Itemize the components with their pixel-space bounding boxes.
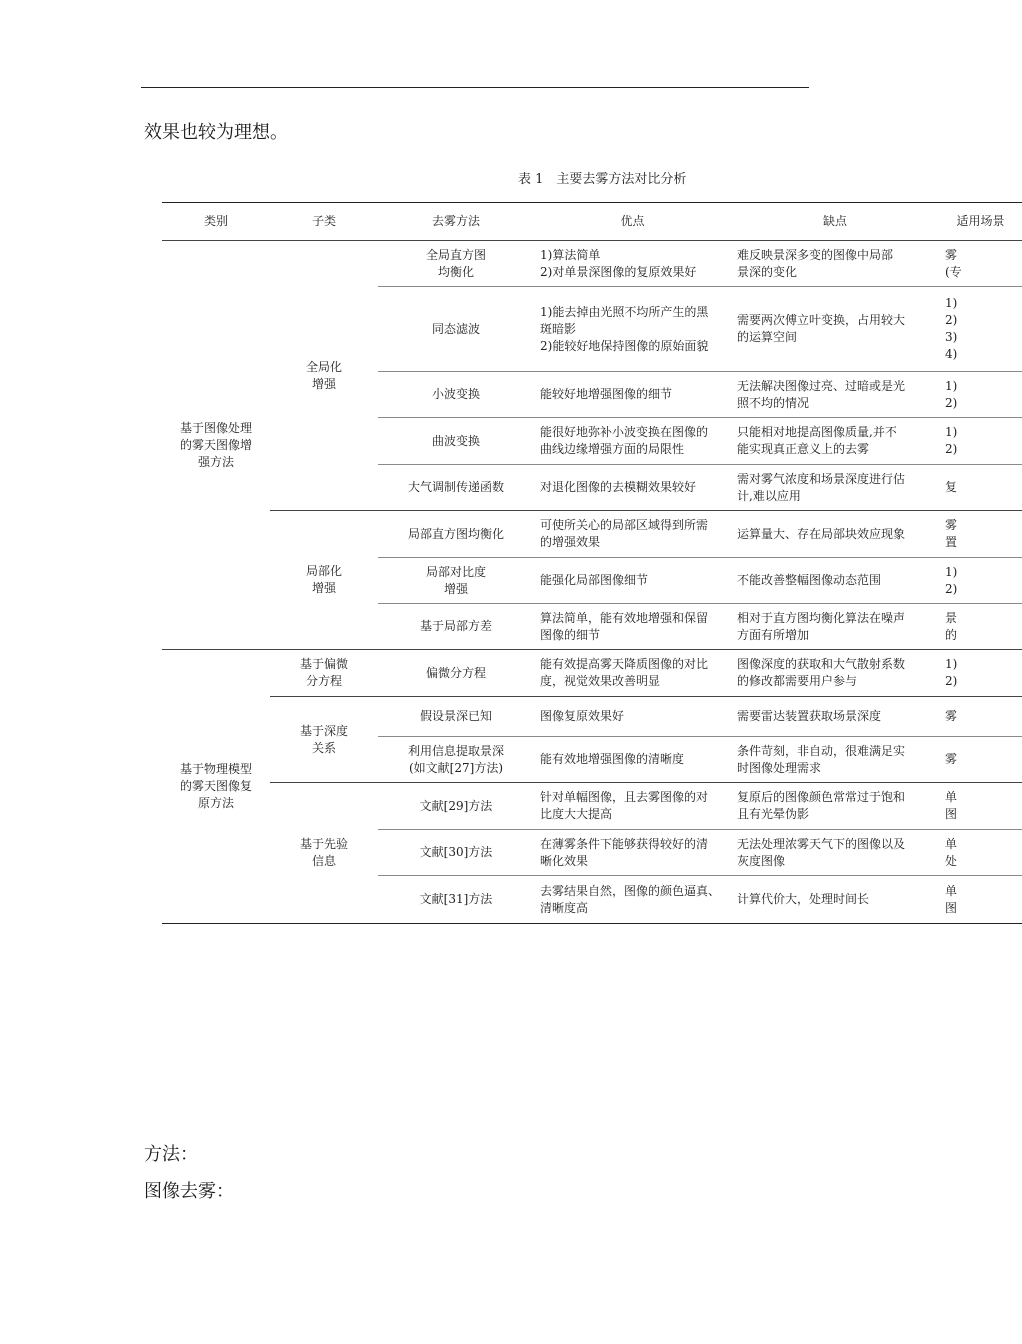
header-scene: 适用场景 bbox=[939, 203, 1022, 241]
comparison-table-wrapper bbox=[162, 202, 1005, 923]
disadvantage-cell: 计算代价大，处理时间长 bbox=[731, 876, 939, 924]
advantage-cell: 可使所关心的局部区域得到所需 的增强效果 bbox=[534, 511, 731, 558]
method-cell: 偏微分方程 bbox=[378, 650, 534, 697]
scene-cell: 单 处 bbox=[939, 830, 1022, 876]
subcategory-cell: 全局化 增强 bbox=[270, 241, 378, 511]
scene-cell: 1) 2) bbox=[939, 650, 1022, 697]
header-rule bbox=[141, 87, 809, 88]
scene-cell: 雾 (专 bbox=[939, 241, 1022, 287]
subcategory-cell: 局部化 增强 bbox=[270, 511, 378, 650]
scene-cell: 雾 bbox=[939, 697, 1022, 737]
scene-cell: 1) 2) bbox=[939, 558, 1022, 604]
method-cell: 局部对比度 增强 bbox=[378, 558, 534, 604]
method-cell: 文献[31]方法 bbox=[378, 876, 534, 924]
disadvantage-cell: 无法解决图像过亮、过暗或是光 照不均的情况 bbox=[731, 372, 939, 418]
method-cell: 小波变换 bbox=[378, 372, 534, 418]
subcategory-cell: 基于深度 关系 bbox=[270, 697, 378, 783]
header-disadvantages: 缺点 bbox=[731, 203, 939, 241]
disadvantage-cell: 只能相对地提高图像质量,并不 能实现真正意义上的去雾 bbox=[731, 418, 939, 465]
disadvantage-cell: 图像深度的获取和大气散射系数 的修改都需要用户参与 bbox=[731, 650, 939, 697]
scene-cell: 1) 2) 3) 4) bbox=[939, 287, 1022, 372]
method-cell: 文献[30]方法 bbox=[378, 830, 534, 876]
disadvantage-cell: 需要雷达装置获取场景深度 bbox=[731, 697, 939, 737]
disadvantage-cell: 需要两次傅立叶变换，占用较大 的运算空间 bbox=[731, 287, 939, 372]
scene-cell: 单 图 bbox=[939, 876, 1022, 924]
advantage-cell: 能较好地增强图像的细节 bbox=[534, 372, 731, 418]
method-cell: 局部直方图均衡化 bbox=[378, 511, 534, 558]
scene-cell: 景 的 bbox=[939, 604, 1022, 650]
advantage-cell: 能有效地增强图像的清晰度 bbox=[534, 737, 731, 783]
method-cell: 利用信息提取景深 (如文献[27]方法) bbox=[378, 737, 534, 783]
subcategory-cell: 基于先验 信息 bbox=[270, 783, 378, 924]
scene-cell: 雾 bbox=[939, 737, 1022, 783]
scene-cell: 1) 2) bbox=[939, 372, 1022, 418]
method-cell: 基于局部方差 bbox=[378, 604, 534, 650]
method-cell: 假设景深已知 bbox=[378, 697, 534, 737]
table-row bbox=[162, 650, 1022, 697]
method-cell: 曲波变换 bbox=[378, 418, 534, 465]
header-category: 类别 bbox=[162, 203, 270, 241]
table-row bbox=[162, 511, 1022, 558]
advantage-cell: 去雾结果自然，图像的颜色逼真、 清晰度高 bbox=[534, 876, 731, 924]
method-cell: 全局直方图 均衡化 bbox=[378, 241, 534, 287]
disadvantage-cell: 条件苛刻，非自动，很难满足实 时图像处理需求 bbox=[731, 737, 939, 783]
dehaze-heading-line: 图像去雾： bbox=[144, 1181, 234, 1202]
method-cell: 文献[29]方法 bbox=[378, 783, 534, 830]
advantage-cell: 算法简单，能有效地增强和保留 图像的细节 bbox=[534, 604, 731, 650]
scene-cell: 雾 置 bbox=[939, 511, 1022, 558]
advantage-cell: 图像复原效果好 bbox=[534, 697, 731, 737]
disadvantage-cell: 难反映景深多变的图像中局部 景深的变化 bbox=[731, 241, 939, 287]
disadvantage-cell: 复原后的图像颜色常常过于饱和 且有光晕伪影 bbox=[731, 783, 939, 830]
comparison-table bbox=[162, 202, 1022, 924]
advantage-cell: 1)能去掉由光照不均所产生的黑 斑暗影 2)能较好地保持图像的原始面貌 bbox=[534, 287, 731, 372]
scene-cell: 复 bbox=[939, 465, 1022, 511]
method-cell: 大气调制传递函数 bbox=[378, 465, 534, 511]
scene-cell: 单 图 bbox=[939, 783, 1022, 830]
category-cell: 基于物理模型 的雾天图像复 原方法 bbox=[162, 650, 270, 924]
advantage-cell: 能很好地弥补小波变换在图像的 曲线边缘增强方面的局限性 bbox=[534, 418, 731, 465]
advantage-cell: 1)算法简单 2)对单景深图像的复原效果好 bbox=[534, 241, 731, 287]
advantage-cell: 能有效提高雾天降质图像的对比 度，视觉效果改善明显 bbox=[534, 650, 731, 697]
header-subcategory: 子类 bbox=[270, 203, 378, 241]
disadvantage-cell: 运算量大、存在局部块效应现象 bbox=[731, 511, 939, 558]
header-method: 去雾方法 bbox=[378, 203, 534, 241]
disadvantage-cell: 需对雾气浓度和场景深度进行估 计,难以应用 bbox=[731, 465, 939, 511]
advantage-cell: 在薄雾条件下能够获得较好的清 晰化效果 bbox=[534, 830, 731, 876]
table-caption: 表 1 主要去雾方法对比分析 bbox=[518, 172, 687, 187]
table-row bbox=[162, 241, 1022, 287]
table-row bbox=[162, 783, 1022, 830]
top-paragraph: 效果也较为理想。 bbox=[144, 122, 288, 143]
advantage-cell: 针对单幅图像，且去雾图像的对 比度大大提高 bbox=[534, 783, 731, 830]
category-cell: 基于图像处理 的雾天图像增 强方法 bbox=[162, 241, 270, 650]
method-heading-line: 方法： bbox=[144, 1144, 198, 1165]
disadvantage-cell: 相对于直方图均衡化算法在噪声 方面有所增加 bbox=[731, 604, 939, 650]
disadvantage-cell: 无法处理浓雾天气下的图像以及 灰度图像 bbox=[731, 830, 939, 876]
table-row bbox=[162, 697, 1022, 737]
advantage-cell: 对退化图像的去模糊效果较好 bbox=[534, 465, 731, 511]
disadvantage-cell: 不能改善整幅图像动态范围 bbox=[731, 558, 939, 604]
advantage-cell: 能强化局部图像细节 bbox=[534, 558, 731, 604]
table-header-row bbox=[162, 203, 1022, 241]
scene-cell: 1) 2) bbox=[939, 418, 1022, 465]
subcategory-cell: 基于偏微 分方程 bbox=[270, 650, 378, 697]
method-cell: 同态滤波 bbox=[378, 287, 534, 372]
header-advantages: 优点 bbox=[534, 203, 731, 241]
